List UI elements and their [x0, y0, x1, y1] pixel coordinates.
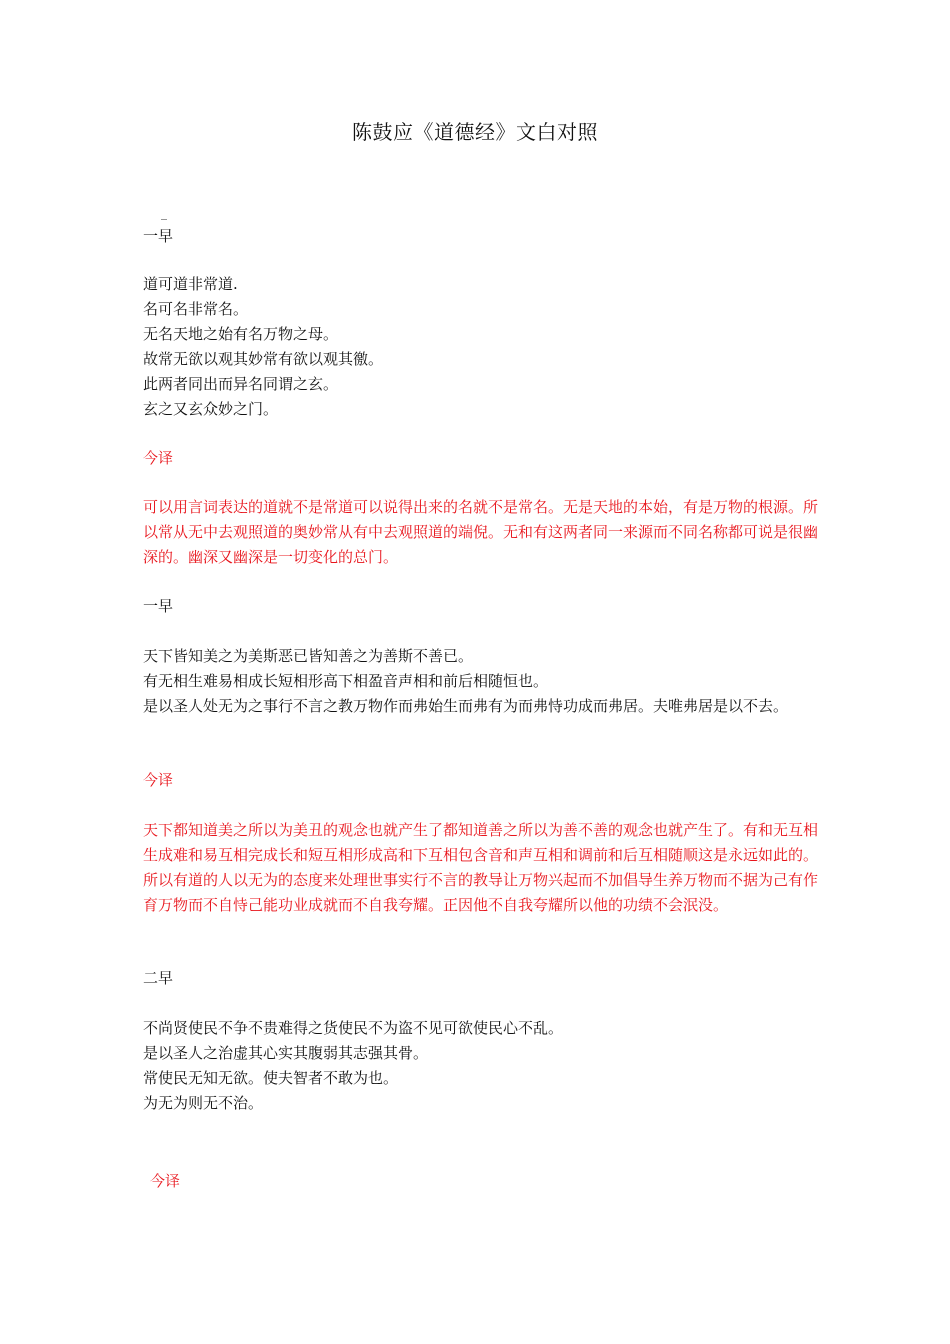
chapter-text: [143, 1016, 818, 1116]
verse-line: 不尚贤使民不争不贵难得之货使民不为盗不见可欲使民心不乱。: [143, 1019, 564, 1037]
chapter-heading: 一早: [143, 227, 174, 245]
verse-line: 是以圣人处无为之事行不言之教万物作而弗始生而弗有为而弗恃功成而弗居。夫唯弗居是以不去。: [143, 697, 789, 715]
verse-line: 此两者同出而异名同谓之玄。: [143, 375, 339, 393]
verse-line: 天下皆知美之为美斯恶已皆知善之为善斯不善已。: [143, 647, 474, 665]
tick-mark: _: [161, 206, 167, 220]
verse-line: 道可道非常道.: [143, 275, 238, 293]
chapter-text: [143, 644, 818, 719]
page-title: 陈鼓应《道德经》文白对照: [352, 120, 598, 144]
translation-heading: 今译: [143, 449, 174, 467]
chapter-heading: 二早: [143, 969, 174, 987]
chapter-heading: 一早: [143, 597, 174, 615]
verse-line: 玄之又玄众妙之门。: [143, 400, 279, 418]
translation-text: 可以用言词表达的道就不是常道可以说得出来的名就不是常名。无是天地的本始，有是万物的根源。所以常从无中去观照道的奥妙常从有中去观照道的端倪。无和有这两者同一来源而不同名称都可说是很幽深的。幽深又幽深是一切变化的总门。: [143, 498, 819, 566]
translation-heading: 今译: [150, 1172, 181, 1190]
verse-line: 是以圣人之治虚其心实其腹弱其志强其骨。: [143, 1044, 429, 1062]
verse-line: 常使民无知无欲。使夫智者不敢为也。: [143, 1069, 399, 1087]
chapter-text: [143, 272, 818, 422]
verse-line: 无名天地之始有名万物之母。: [143, 325, 339, 343]
verse-line: 故常无欲以观其妙常有欲以观其徼。: [143, 350, 384, 368]
translation-text: 天下都知道美之所以为美丑的观念也就产生了都知道善之所以为善不善的观念也就产生了。有和无互相生成难和易互相完成长和短互相形成高和下互相包含音和声互相和调前和后互相随顺这是永远如此的。所以有道的人以无为的态度来处理世事实行不言的教导让万物兴起而不加倡导生养万物而不据为己有作育万物而不自恃己能功业成就而不自我夸耀。正因他不自我夸耀所以他的功绩不会泯没。: [143, 821, 819, 914]
verse-line: 有无相生难易相成长短相形高下相盈音声相和前后相随恒也。: [143, 672, 549, 690]
verse-line: 为无为则无不治。: [143, 1094, 264, 1112]
translation-heading: 今译: [143, 771, 174, 789]
verse-line: 名可名非常名。: [143, 300, 249, 318]
